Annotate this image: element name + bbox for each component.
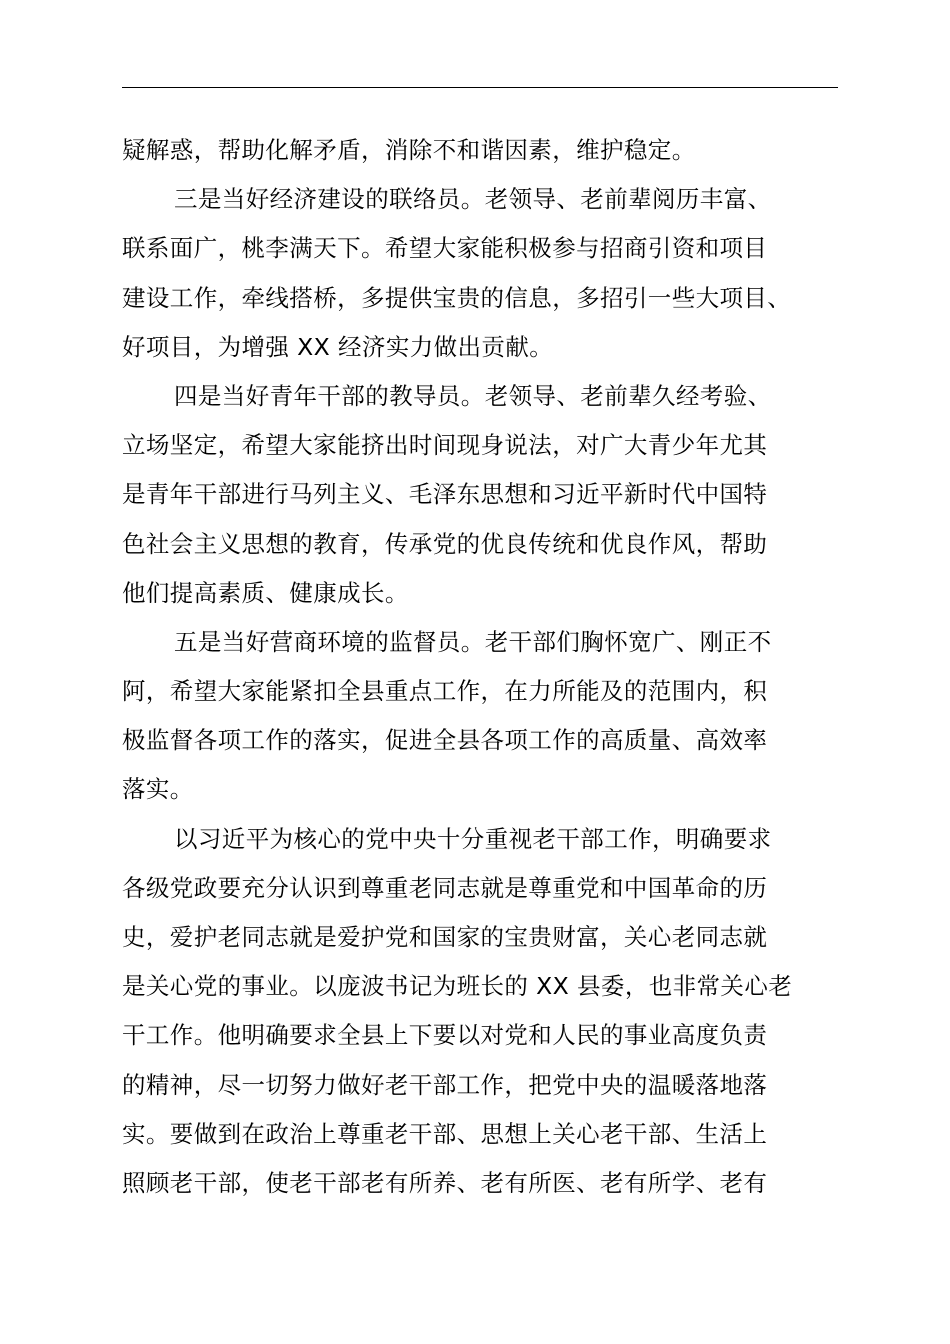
header-rule <box>122 87 838 88</box>
text-line: 立场坚定，希望大家能挤出时间现身说法，对广大青少年尤其 <box>122 431 768 460</box>
text-line: 四是当好青年干部的教导员。老领导、老前辈久经考验、 <box>174 381 772 410</box>
text-line: 极监督各项工作的落实，促进全县各项工作的高质量、高效率 <box>122 726 768 755</box>
text-line: 好项目，为增强 XX 经济实力做出贡献。 <box>122 332 554 361</box>
document-body <box>122 126 838 1208</box>
text-line: 是关心党的事业。以庞波书记为班长的 XX 县委，也非常关心老 <box>122 972 793 1001</box>
text-line: 照顾老干部，使老干部老有所养、老有所医、老有所学、老有 <box>122 1168 768 1197</box>
text-line: 联系面广，桃李满天下。希望大家能积极参与招商引资和项目 <box>122 234 768 263</box>
text-line: 干工作。他明确要求全县上下要以对党和人民的事业高度负责 <box>122 1021 768 1050</box>
text-line: 的精神，尽一切努力做好老干部工作，把党中央的温暖落地落 <box>122 1070 768 1099</box>
text-line: 阿，希望大家能紧扣全县重点工作，在力所能及的范围内，积 <box>122 677 768 706</box>
text-line: 以习近平为核心的党中央十分重视老干部工作，明确要求 <box>174 824 772 853</box>
text-line: 三是当好经济建设的联络员。老领导、老前辈阅历丰富、 <box>174 185 772 214</box>
text-line: 色社会主义思想的教育，传承党的优良传统和优良作风，帮助 <box>122 529 768 558</box>
text-line: 疑解惑，帮助化解矛盾，消除不和谐因素，维护稳定。 <box>122 136 696 164</box>
text-line: 五是当好营商环境的监督员。老干部们胸怀宽广、刚正不 <box>174 627 772 656</box>
text-line: 史，爱护老同志就是爱护党和国家的宝贵财富，关心老同志就 <box>122 923 768 951</box>
text-line: 建设工作，牵线搭桥，多提供宝贵的信息，多招引一些大项目、 <box>122 283 792 312</box>
text-line: 是青年干部进行马列主义、毛泽东思想和习近平新时代中国特 <box>122 480 768 509</box>
text-line: 他们提高素质、健康成长。 <box>122 578 409 607</box>
text-line: 落实。 <box>122 775 194 804</box>
text-line: 各级党政要充分认识到尊重老同志就是尊重党和中国革命的历 <box>122 873 768 902</box>
text-line: 实。要做到在政治上尊重老干部、思想上关心老干部、生活上 <box>122 1119 768 1148</box>
